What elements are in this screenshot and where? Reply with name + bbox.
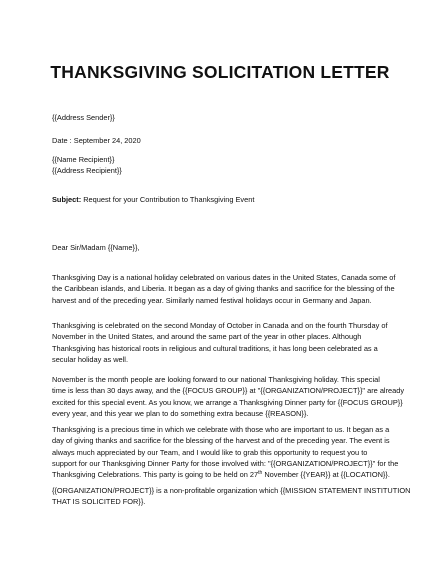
paragraph-line: Thanksgiving is celebrated on the second Monday of October in Canada and on the fourth Thursday of (52, 321, 388, 330)
letter-date: Date : September 24, 2020 (52, 136, 141, 145)
paragraph-line: secular holiday as well. (52, 354, 128, 364)
paragraph-line: Thanksgiving is a precious time in which we celebrate with those who are important to us. It began as a (52, 425, 390, 434)
paragraph-1 (52, 272, 397, 306)
paragraph-4 (52, 424, 397, 480)
name-recipient: {{Name Recipient}} (52, 155, 115, 164)
ordinal-suffix: th (258, 470, 263, 477)
paragraph-2 (52, 320, 397, 365)
paragraph-line: excited for this special event. As you know, we arrange a Thanksgiving Dinner party for {{FOCUS GROUP}} (52, 397, 403, 407)
subject-text: Request for your Contribution to Thanksgiving Event (81, 195, 255, 204)
paragraph-line: Thanksgiving has historical roots in religious and cultural traditions, it has long been celebrated as a (52, 343, 378, 353)
paragraph-5 (52, 485, 411, 508)
paragraph-line: Thanksgiving Day is a national holiday celebrated on various dates in the United States, Canada some of (52, 273, 396, 282)
subject-line (52, 194, 254, 205)
paragraph-line: support for our Thanksgiving Dinner Party for those involved with: "{{ORGANIZATION/PROJECT}}" for the (52, 458, 399, 468)
paragraph-line-last (52, 469, 397, 480)
paragraph-line: November in the United States, and around the same part of the year in other places. Although (52, 332, 362, 342)
paragraph-line: the Caribbean islands, and Liberia. It began as a day of giving thanks and sacrifice for the blessing of the (52, 284, 395, 294)
paragraph-3 (52, 374, 405, 419)
paragraph-line: harvest and of the preceding year. Similarly named festival holidays occur in Germany and Japan. (52, 295, 372, 305)
paragraph-line: time is less than 30 days away, and the {{FOCUS GROUP}} at "{{ORGANIZATION/PROJECT}}" are already (52, 386, 405, 396)
paragraph-line: always much appreciated by our Team, and I would like to grab this opportunity to request you to (52, 447, 368, 457)
paragraph-line: every year, and this year we plan to do something extra because {{REASON}}. (52, 408, 309, 418)
subject-label: Subject: (52, 195, 82, 204)
event-location-text: November {{YEAR}} at {{LOCATION}}. (262, 470, 390, 480)
address-recipient: {{Address Recipient}} (52, 166, 122, 175)
event-date-text: Thanksgiving Celebrations. This party is going to be held on 27 (52, 470, 259, 480)
salutation: Dear Sir/Madam {{Name}}, (52, 243, 140, 252)
address-sender: {{Address Sender}} (52, 113, 115, 122)
letter-title: THANKSGIVING SOLICITATION LETTER (50, 62, 390, 82)
paragraph-line: day of giving thanks and sacrifice for the blessing of the harvest and of the preceding year. The event is (52, 436, 390, 446)
paragraph-line: THAT IS SOLICITED FOR}}. (52, 497, 146, 507)
paragraph-line: November is the month people are looking forward to our national Thanksgiving holiday. This special (52, 375, 380, 384)
paragraph-line: {{ORGANIZATION/PROJECT}} is a non-profitable organization which {{MISSION STATEMENT INSTITUTION (52, 486, 411, 495)
